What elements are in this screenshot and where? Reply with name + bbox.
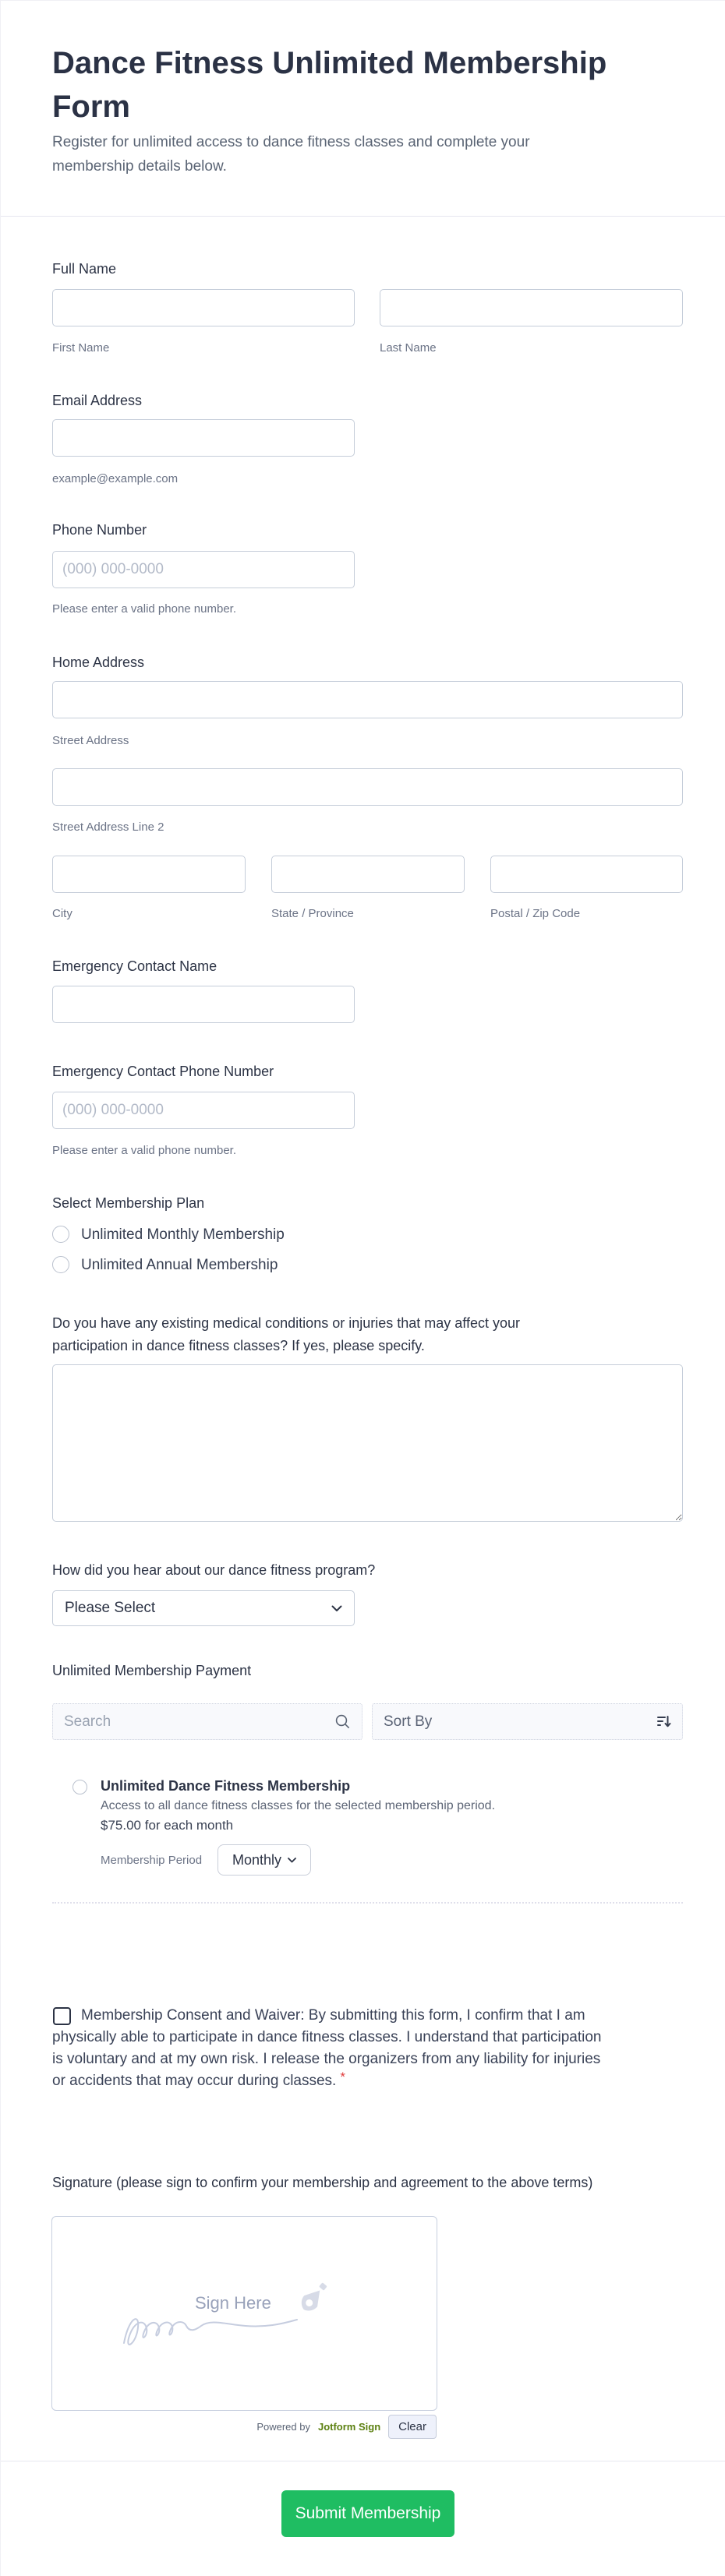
product-sort-field[interactable]: [372, 1703, 683, 1740]
full-name-label: Full Name: [52, 261, 117, 277]
required-asterisk: *: [340, 2070, 345, 2084]
chevron-down-icon: [288, 1858, 296, 1863]
product-search-field[interactable]: [52, 1703, 362, 1740]
membership-period-value: Monthly: [232, 1851, 282, 1868]
hear-about-select[interactable]: [52, 1590, 355, 1626]
payment-section-label: Unlimited Membership Payment: [52, 1663, 252, 1678]
emergency-name-input[interactable]: [52, 986, 355, 1023]
phone-input[interactable]: [52, 551, 355, 588]
powered-by-text: Powered by: [256, 2421, 310, 2433]
page-title: Dance Fitness Unlimited Membership Form: [52, 46, 607, 124]
zip-input[interactable]: [490, 856, 683, 893]
medical-question-label: Do you have any existing medical conditions or injuries that may affect your participation in dance fitness classes? If yes, please specify.: [52, 1315, 520, 1353]
email-input[interactable]: [52, 419, 355, 457]
radio-annual-membership[interactable]: [52, 1256, 69, 1273]
last-name-input[interactable]: [380, 289, 683, 326]
first-name-sublabel: First Name: [52, 341, 110, 355]
emergency-name-label: Emergency Contact Name: [52, 958, 218, 974]
header-divider: [1, 216, 725, 217]
zip-sublabel: Postal / Zip Code: [490, 907, 581, 920]
city-input[interactable]: [52, 856, 246, 893]
state-input[interactable]: [271, 856, 465, 893]
clear-signature-button[interactable]: Clear: [388, 2415, 437, 2439]
sort-amount-down-icon: [656, 1714, 671, 1729]
consent-text: Membership Consent and Waiver: By submitting this form, I confirm that I am physically able to participate in dance fitness classes. I understand that participation is voluntary and at my own risk. I release the organizers from any liability for injuries or accidents that may occur during classes. *: [52, 2007, 602, 2089]
membership-plan-label: Select Membership Plan: [52, 1195, 205, 1211]
signature-pad[interactable]: [51, 2216, 437, 2411]
street-address-input[interactable]: [52, 681, 683, 718]
hear-about-label: How did you hear about our dance fitness program?: [52, 1562, 376, 1578]
page-subtitle: Register for unlimited access to dance fitness classes and complete your membership details below.: [52, 134, 530, 175]
search-icon: [334, 1713, 351, 1730]
product-description: Access to all dance fitness classes for the selected membership period.: [101, 1799, 496, 1812]
product-name[interactable]: Unlimited Dance Fitness Membership: [101, 1778, 351, 1794]
city-sublabel: City: [52, 907, 72, 920]
sort-by-label: Sort By: [384, 1713, 433, 1730]
membership-period-label: Membership Period: [101, 1854, 203, 1867]
membership-period-select[interactable]: [218, 1844, 311, 1876]
email-label: Email Address: [52, 393, 143, 408]
emergency-phone-sublabel: Please enter a valid phone number.: [52, 1144, 236, 1157]
chevron-down-icon: [331, 1605, 342, 1612]
last-name-sublabel: Last Name: [380, 341, 437, 355]
first-name-input[interactable]: [52, 289, 355, 326]
product-price: $75.00 for each month: [101, 1818, 234, 1833]
home-address-label: Home Address: [52, 655, 145, 670]
signature-doodle: [121, 2303, 300, 2361]
emergency-phone-input[interactable]: [52, 1092, 355, 1129]
street-address-sublabel: Street Address: [52, 734, 129, 747]
phone-sublabel: Please enter a valid phone number.: [52, 602, 236, 616]
radio-monthly-membership[interactable]: [52, 1226, 69, 1243]
product-radio[interactable]: [72, 1780, 87, 1794]
signature-label: Signature (please sign to confirm your membership and agreement to the above terms): [52, 2175, 593, 2190]
street-address2-sublabel: Street Address Line 2: [52, 820, 164, 834]
state-sublabel: State / Province: [271, 907, 354, 920]
hear-about-selected-value: Please Select: [65, 1600, 156, 1616]
product-search-input[interactable]: [64, 1713, 334, 1731]
product-section-divider: [52, 1902, 683, 1904]
phone-label: Phone Number: [52, 522, 147, 538]
signature-footer: [256, 2415, 437, 2439]
consent-checkbox[interactable]: [53, 2007, 71, 2025]
radio-annual-label[interactable]: Unlimited Annual Membership: [81, 1257, 278, 1273]
emergency-phone-label: Emergency Contact Phone Number: [52, 1064, 274, 1079]
submit-button[interactable]: Submit Membership: [281, 2490, 454, 2537]
street-address2-input[interactable]: [52, 768, 683, 806]
medical-textarea[interactable]: [52, 1364, 683, 1522]
consent-block: [52, 2005, 602, 2092]
sign-here-text: Sign Here: [195, 2293, 271, 2313]
email-sublabel: example@example.com: [52, 472, 179, 485]
radio-monthly-label[interactable]: Unlimited Monthly Membership: [81, 1226, 285, 1243]
jotform-sign-brand: Jotform Sign: [317, 2421, 381, 2433]
